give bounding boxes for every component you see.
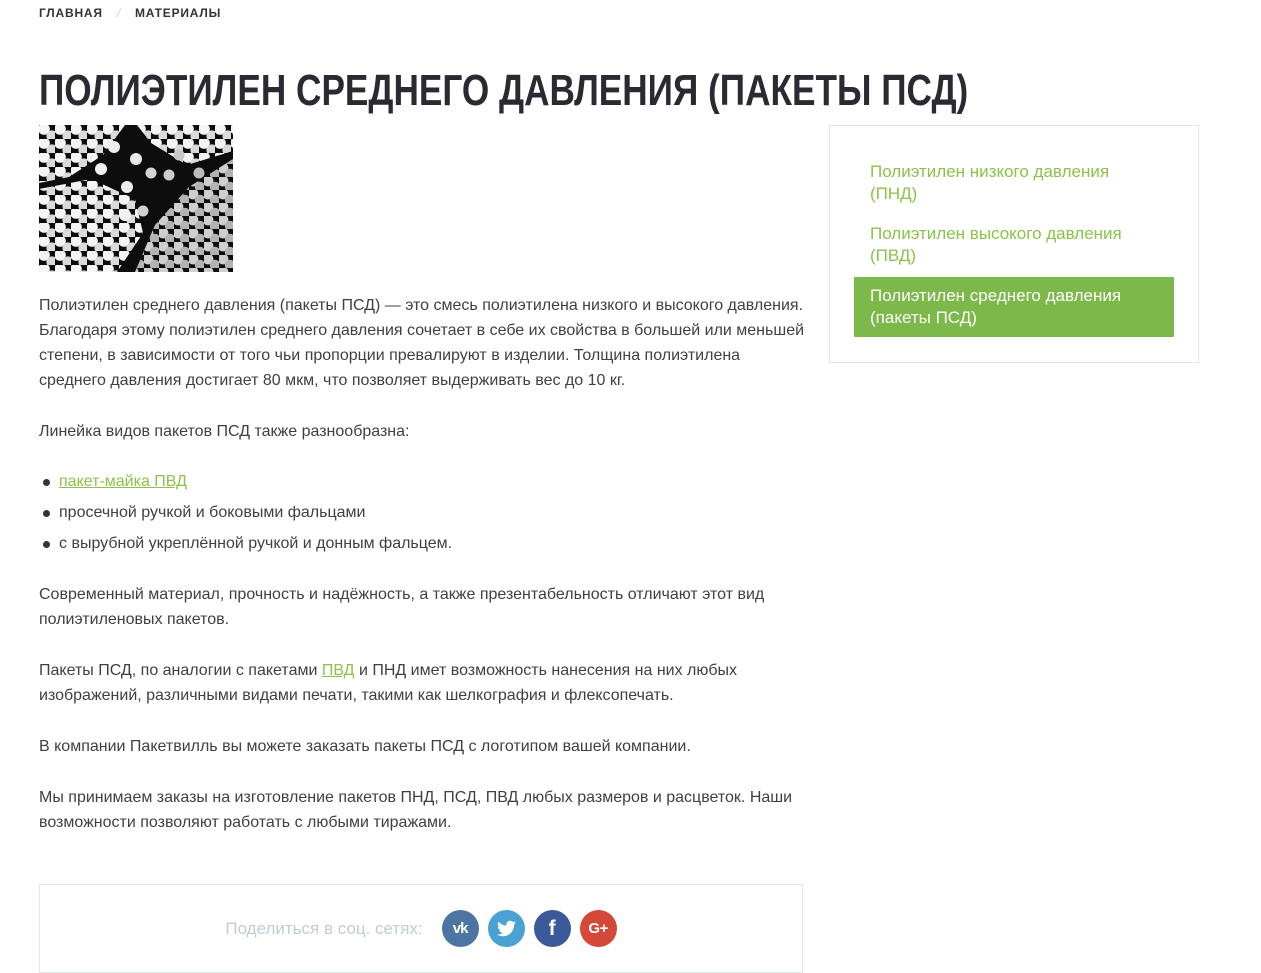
breadcrumb-home-link[interactable]: ГЛАВНАЯ [39, 6, 103, 20]
paragraph-intro: Полиэтилен среднего давления (пакеты ПСД) — это смесь полиэтилена низкого и высокого давления. Благодаря этому полиэтилен среднего давления сочетает в себе их свойства в большей или меньшей степени, в зависимости от того чьи пропорции превалируют в изделии. Толщина полиэтилена среднего давления достигает 80 мкм, что позволяет выдерживать вес до 10 кг. [39, 297, 805, 389]
google-plus-icon: G+ [588, 920, 608, 937]
sidebar-item-pnd[interactable]: Полиэтилен низкого давления (ПНД) [870, 162, 1110, 203]
twitter-share-button[interactable] [488, 910, 525, 947]
breadcrumb-materials-link[interactable]: МАТЕРИАЛЫ [134, 6, 222, 20]
share-box [39, 884, 803, 973]
breadcrumb [39, 6, 221, 20]
list-item: с вырубной укреплённой ручкой и донным фальцем. [59, 532, 805, 556]
page-title: ПОЛИЭТИЛЕН СРЕДНЕГО ДАВЛЕНИЯ (ПАКЕТЫ ПСД) [39, 66, 969, 115]
polyethylene-pellets-image [39, 125, 233, 272]
paragraph-printing [39, 658, 805, 708]
facebook-icon: f [548, 916, 556, 940]
breadcrumb-separator: / [115, 6, 123, 20]
twitter-bird-icon [497, 919, 516, 938]
google-plus-share-button[interactable] [580, 910, 617, 947]
bag-types-list [39, 470, 805, 556]
sidebar-item-psd-active[interactable]: Полиэтилен среднего давления (пакеты ПСД) [854, 277, 1174, 337]
printing-text-after: и ПНД имет возможность нанесения на них любых изображений, различными видами печати, такими как шелкография и флексопечать. [39, 662, 738, 704]
vk-share-button[interactable] [442, 910, 479, 947]
printing-text-before: Пакеты ПСД, по аналогии с пакетами [39, 662, 322, 679]
paket-maika-pvd-link[interactable]: пакет-майка ПВД [59, 473, 187, 490]
paragraph-orders: Мы принимаем заказы на изготовление пакетов ПНД, ПСД, ПВД любых размеров и расцветок. Наши возможности позволяют работать с любыми тиражами. [39, 789, 793, 831]
paragraph-list-intro: Линейка видов пакетов ПСД также разнообразна: [39, 423, 410, 440]
list-item: просечной ручкой и боковыми фальцами [59, 501, 805, 525]
article-content [39, 125, 805, 973]
materials-menu [829, 125, 1199, 363]
share-label: Поделиться в соц. сетях: [225, 918, 423, 938]
vk-icon: vk [452, 920, 468, 937]
pellets-illustration [39, 125, 233, 272]
facebook-share-button[interactable] [534, 910, 571, 947]
pvd-link[interactable]: ПВД [321, 662, 355, 679]
sidebar-item-pvd[interactable]: Полиэтилен высокого давления (ПВД) [870, 224, 1122, 265]
paragraph-material: Современный материал, прочность и надёжность, а также презентабельность отличают этот вид полиэтиленовых пакетов. [39, 586, 765, 628]
paragraph-company: В компании Пакетвилль вы можете заказать пакеты ПСД с логотипом вашей компании. [39, 738, 691, 755]
list-item [59, 470, 805, 494]
